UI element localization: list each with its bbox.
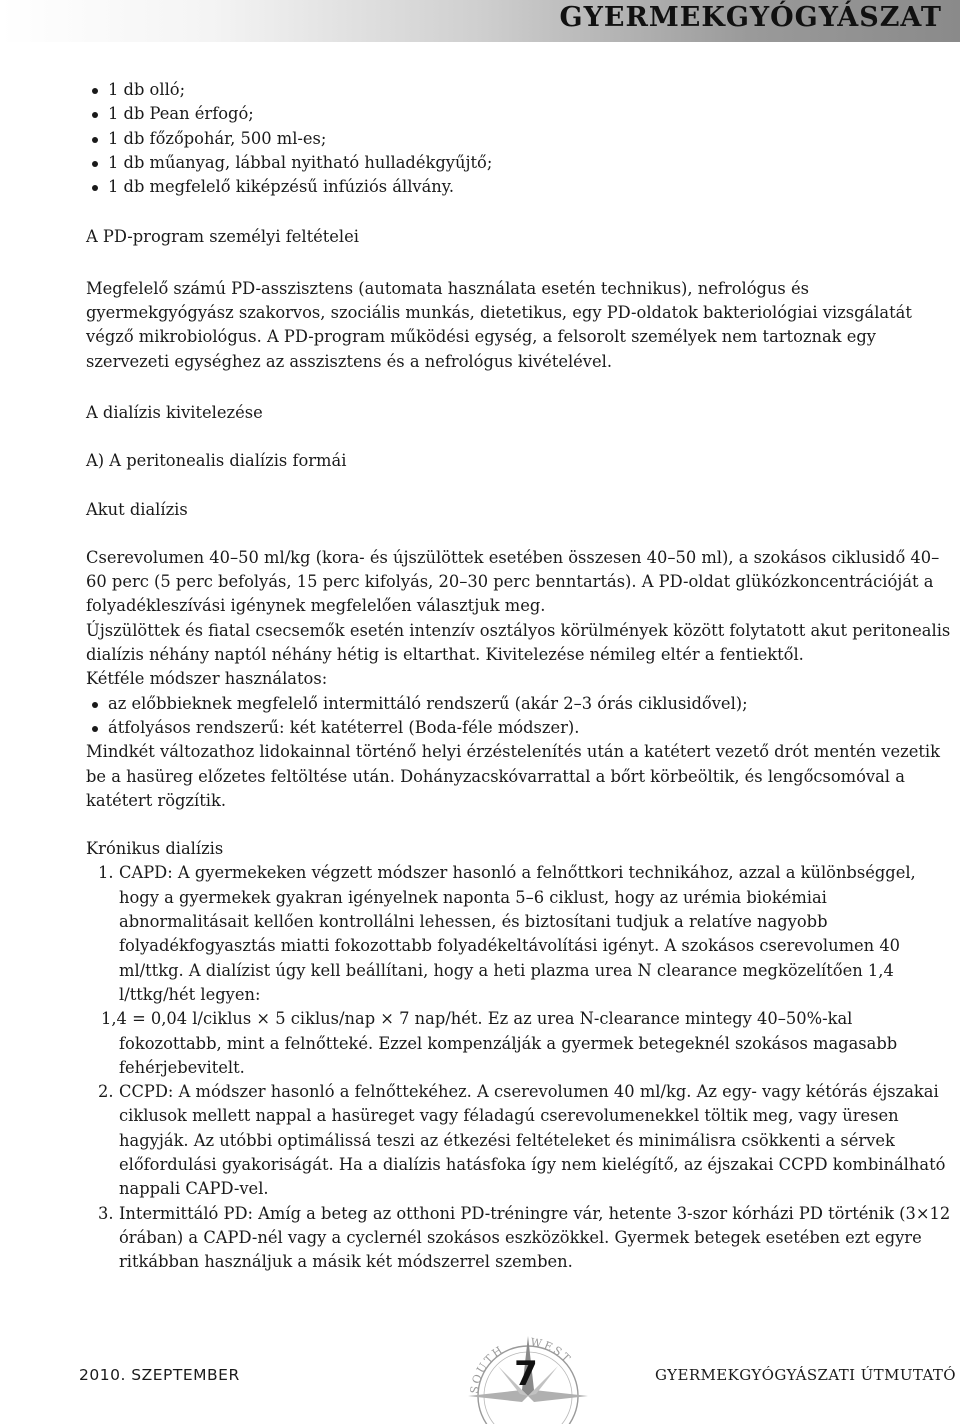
execution-heading: A dialízis kivitelezése	[86, 402, 263, 422]
list-item: átfolyásos rendszerű: két katéterrel (Boda-féle módszer).	[92, 716, 958, 740]
personnel-text: Megfelelő számú PD-asszisztens (automata használata esetén technikus), nefrológus és gyermekgyógyász szakorvos, szociális munkás, dietetikus, egy PD-oldatok bakteriológiai vizsgálatát végző mikrobiológus. A PD-program működési egység, a felsorolt személyek nem tartoznak egy szervezeti egységhez az asszisztens és a nefrológus kivételével.	[86, 278, 912, 371]
list-item	[86, 1202, 958, 1275]
list-item: 1 db Pean érfogó;	[92, 102, 958, 126]
chronic-list-continued	[86, 1080, 958, 1274]
acute-paragraph-4: Mindkét változathoz lidokainnal történő helyi érzéstelenítés után a katétert vezető drót mentén vezetik be a hasüreg előzetes feltöltése után. Dohányzacskóvarrattal a bőrt körbeöltik, és lengőcsomóval a katétert rögzítik.	[86, 742, 940, 810]
equipment-list	[86, 78, 958, 199]
page-footer	[0, 1335, 960, 1420]
formula-continuation: fokozottabb, mint a felnőtteké. Ezzel kompenzálják a gyermek betegeknél szokásos magasabb fehérjebevitelt.	[119, 1033, 898, 1077]
item-number: 3.	[98, 1203, 114, 1223]
footer-date: 2010. SZEPTEMBER	[79, 1366, 240, 1384]
header-title: GYERMEKGYÓGYÁSZAT	[559, 2, 942, 33]
acute-paragraph-2: Újszülöttek és fiatal csecsemők esetén intenzív osztályos körülmények között folytatott akut peritonealis dialízis néhány naptól néhány hétig is eltarthat. Kivitelezése némileg eltér a fentiektől.	[86, 620, 951, 665]
item-text: CCPD: A módszer hasonló a felnőttekéhez. A cserevolumen 40 ml/kg. Az egy- vagy kétórás éjszakai ciklusok mellett nappal a hasüreget vagy féladagú cserevolumenekkel töltik meg, vagy üresen hagyják. Az utóbbi optimálissá teszi az étkezési feltételeket és minimálisra csökkenti a sérvek előfordulási gyakoriságát. Ha a dialízis hatásfoka így nem kielégítő, az éjszakai CCPD kombinálható nappali CAPD-vel.	[119, 1082, 946, 1199]
chronic-heading: Krónikus dialízis	[86, 839, 224, 859]
chronic-list	[86, 861, 958, 1007]
list-item	[86, 1080, 958, 1201]
acute-paragraph-3: Kétféle módszer használatos:	[86, 669, 328, 689]
page-content	[86, 78, 958, 1274]
list-item: 1 db olló;	[92, 78, 958, 102]
item-text: CAPD: A gyermekeken végzett módszer hasonló a felnőttkori technikához, azzal a különbséggel, hogy a gyermekek gyakran igényelnek naponta 5–6 ciklust, hogy az urémia biokémiai abnormalitásait kellően kontrollálni lehessen, és biztosítani tudjuk a relatíve nagyobb folyadékfogyasztás miatti fokozottabb folyadékeltávolítási igényt. A szokásos cserevolumen 40 ml/ttkg. A dialízist úgy kell beállítani, hogy a heti plazma urea N clearance megközelítően 1,4 l/ttkg/hét legyen:	[119, 863, 916, 1004]
acute-paragraph-1: Cserevolumen 40–50 ml/kg (kora- és újszülöttek esetében összesen 40–50 ml), a szokásos ciklusidő 40–60 perc (5 perc befolyás, 15 perc kifolyás, 20–30 perc benntartás). A PD-oldat glükózkoncentrációját a folyadékleszívási igénynek megfelelően választjuk meg.	[86, 547, 940, 616]
list-item: 1 db főzőpohár, 500 ml-es;	[92, 127, 958, 151]
item-text: Intermittáló PD: Amíg a beteg az otthoni PD-tréningre vár, hetente 3-szor kórházi PD történik (3×12 órában) a CAPD-nél vagy a cyclernél szokásos eszközökkel. Gyermek betegek esetében ezt egyre ritkábban használjuk a másik két módszerrel szemben.	[119, 1203, 951, 1272]
list-item: 1 db műanyag, lábbal nyitható hulladékgyűjtő;	[92, 151, 958, 175]
methods-list	[86, 692, 958, 741]
svg-text:SOUTH	[468, 1343, 507, 1395]
formula-line: 1,4 = 0,04 l/ciklus × 5 ciklus/nap × 7 nap/hét. Ez az urea N-clearance mintegy 40–50%-kal	[101, 1009, 853, 1029]
list-item: az előbbieknek megfelelő intermittáló rendszerű (akár 2–3 órás ciklusidővel);	[92, 692, 958, 716]
footer-publication: GYERMEKGYÓGYÁSZATI ÚTMUTATÓ	[655, 1366, 956, 1384]
item-number: 1.	[98, 863, 114, 883]
list-item	[86, 861, 958, 1007]
execution-subheading: A) A peritonealis dialízis formái	[86, 451, 347, 471]
item-number: 2.	[98, 1082, 114, 1102]
personnel-heading: A PD-program személyi feltételei	[86, 227, 359, 247]
list-item: 1 db megfelelő kiképzésű infúziós állvány.	[92, 175, 958, 199]
page-number: 7	[514, 1354, 538, 1394]
header-band	[0, 0, 960, 42]
compass-label-west: WEST	[529, 1335, 575, 1367]
compass-label-south: SOUTH	[467, 1342, 507, 1395]
acute-heading: Akut dialízis	[86, 499, 188, 519]
